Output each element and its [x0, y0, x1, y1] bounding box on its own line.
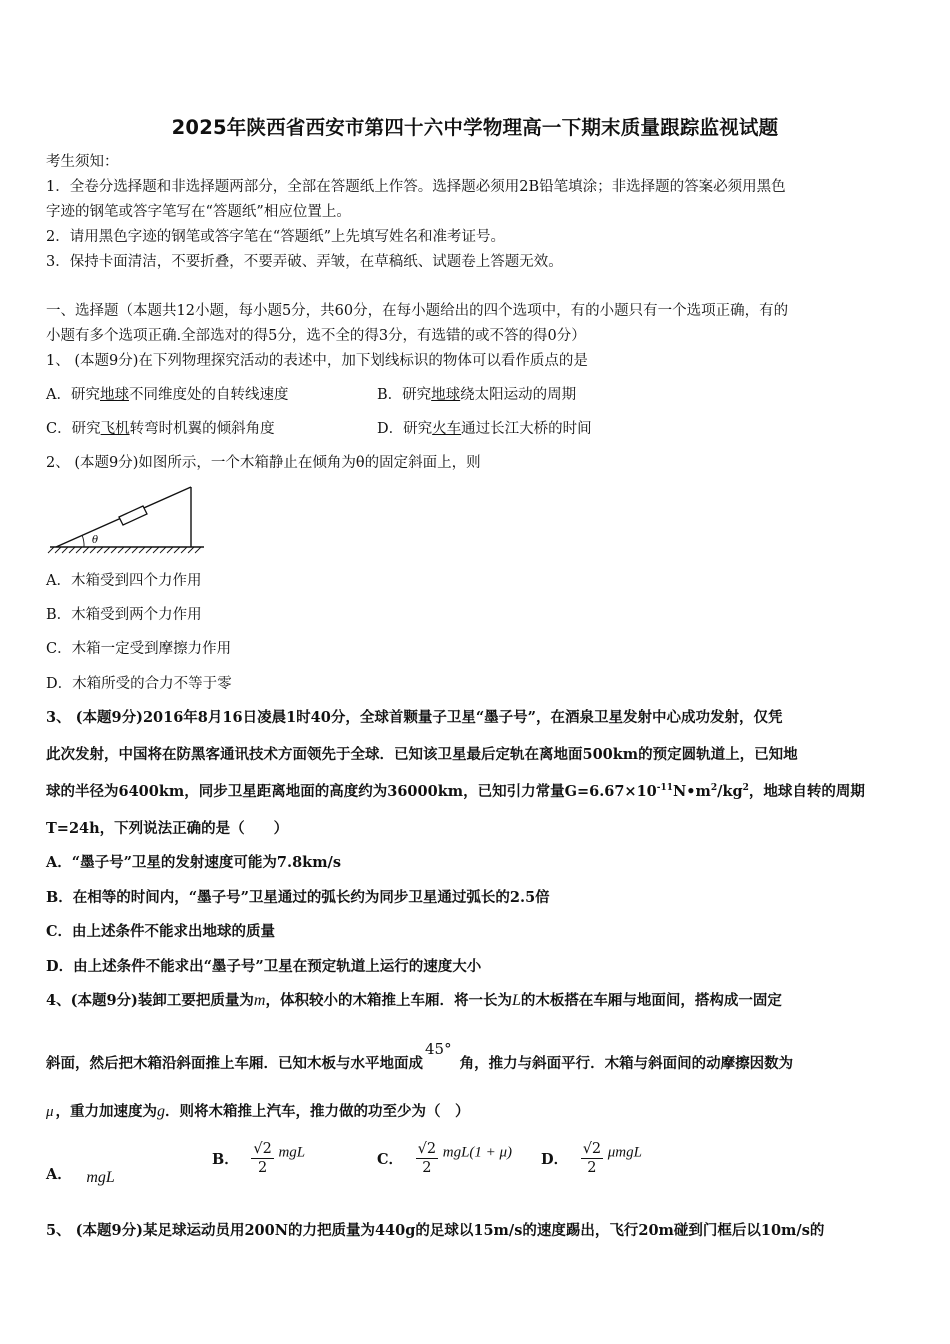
q3-option-c: C．由上述条件不能求出地球的质量: [46, 923, 276, 940]
q2-option-c: C．木箱一定受到摩擦力作用: [46, 641, 232, 657]
question-5-stem: 5、 (本题9分)某足球运动员用200N的力把质量为440g的足球以15m/s的速度踢出，飞行20m碰到门框后以10m/s的: [46, 1222, 825, 1239]
question-3-line2: 此次发射，中国将在防黑客通讯技术方面领先于全球．已知该卫星最后定轨在离地面500km的预定圆轨道上，已知地: [46, 746, 798, 763]
notice-item: 字迹的钢笔或答字笔写在“答题纸”相应位置上。: [46, 204, 351, 220]
q1-option-b: B．研究地球绕太阳运动的周期: [377, 387, 577, 403]
page-title: 2025年陕西省西安市第四十六中学物理高一下期末质量跟踪监视试题: [171, 116, 779, 139]
q1-option-c: C．研究飞机转弯时机翼的倾斜角度: [46, 421, 275, 437]
angle-label: θ: [92, 535, 99, 546]
q2-option-a: A．木箱受到四个力作用: [46, 573, 202, 589]
section-heading-line1: 一、选择题（本题共12小题，每小题5分，共60分，在每小题给出的四个选项中，有的小题只有一个选项正确，有的: [46, 303, 789, 319]
notice-heading: 考生须知：: [46, 154, 119, 170]
q3-option-a: A．“墨子号”卫星的发射速度可能为7.8km/s: [46, 854, 342, 871]
q4-option-d: D． $\frac{√2}{2}$ μmgL: [541, 1141, 642, 1176]
question-3-line4: T=24h，下列说法正确的是（ ）: [46, 820, 289, 837]
q4-option-c: C． $\frac{√2}{2}$ mgL(1 + μ): [377, 1141, 513, 1176]
question-4-line1: 4、(本题9分)装卸工要把质量为m，体积较小的木箱推上车厢．将一长为L的木板搭在车厢与地面间，搭构成一固定: [46, 992, 782, 1009]
question-4-line2: 斜面，然后把木箱沿斜面推上车厢．已知木板与水平地面成45°角，推力与斜面平行．木箱与斜面间的动摩擦因数为: [46, 1040, 794, 1072]
q3-option-d: D．由上述条件不能求出“墨子号”卫星在预定轨道上运行的速度大小: [46, 958, 482, 975]
section-heading-line2: 小题有多个选项正确.全部选对的得5分，选不全的得3分，有选错的或不答的得0分）: [46, 328, 586, 344]
q2-option-b: B．木箱受到两个力作用: [46, 607, 202, 623]
question-1-stem: 1、 (本题9分)在下列物理探究活动的表述中，加下划线标识的物体可以看作质点的是: [46, 353, 588, 369]
wooden-box: [119, 506, 147, 525]
q3-option-b: B．在相等的时间内，“墨子号”卫星通过的弧长约为同步卫星通过弧长的2.5倍: [46, 889, 550, 906]
q1-option-a: A．研究地球不同维度处的自转线速度: [46, 387, 289, 403]
q1-option-d: D．研究火车通过长江大桥的时间: [377, 421, 592, 437]
q2-option-d: D．木箱所受的合力不等于零: [46, 676, 232, 692]
notice-item: 1．全卷分选择题和非选择题两部分，全部在答题纸上作答。选择题必须用2B铅笔填涂；非选择题的答案必须用黑色: [46, 179, 786, 195]
question-3-line1: 3、 (本题9分)2016年8月16日凌晨1时40分，全球首颗量子卫星“墨子号”，在酒泉卫星发射中心成功发射，仅凭: [46, 709, 783, 726]
q4-option-b: B． $\frac{√2}{2}$ mgL: [212, 1141, 306, 1176]
notice-item: 3．保持卡面清洁，不要折叠，不要弄破、弄皱，在草稿纸、试题卷上答题无效。: [46, 254, 563, 270]
notice-item: 2．请用黑色字迹的钢笔或答字笔在“答题纸”上先填写姓名和准考证号。: [46, 229, 506, 245]
q4-option-a: A． mgL: [46, 1166, 115, 1186]
incline-diagram: [46, 482, 206, 560]
question-3-line3: 球的半径为6400km，同步卫星距离地面的高度约为36000km，已知引力常量$G=6.67\times 10^{-11}N•m^2/kg^2$，地球自转的周期: [46, 783, 865, 800]
question-2-stem: 2、 (本题9分)如图所示，一个木箱静止在倾角为θ的固定斜面上，则: [46, 455, 481, 471]
question-4-line3: μ ，重力加速度为g．则将木箱推上汽车，推力做的功至少为（ ）: [46, 1103, 470, 1120]
